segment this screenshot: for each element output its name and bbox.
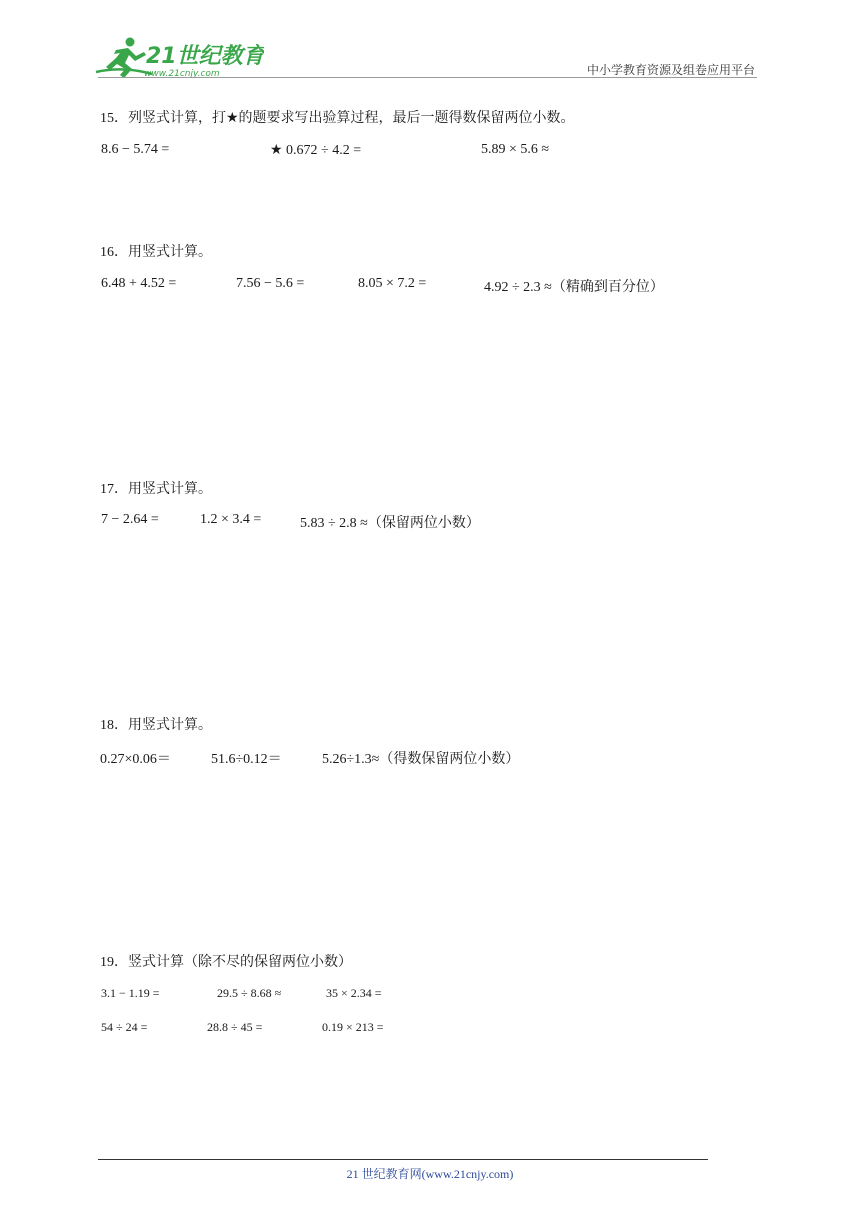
expression: 0.27×0.06＝ xyxy=(100,752,171,767)
expression: 54 ÷ 24 = xyxy=(101,1020,148,1034)
expression: 51.6÷0.12＝ xyxy=(211,752,282,767)
footer-divider xyxy=(98,1159,708,1160)
logo-url: www.21cnjy.com xyxy=(144,69,220,79)
footer-link[interactable]: 21 世纪教育网(www.21cnjy.com) xyxy=(346,1167,514,1181)
question-17-title xyxy=(100,478,212,498)
question-text: 列竖式计算，打★的题要求写出验算过程，最后一题得数保留两位小数。 xyxy=(128,110,575,126)
logo-text: 21世纪教育 xyxy=(146,44,264,69)
question-text: 用竖式计算。 xyxy=(128,244,212,260)
question-number: 17． xyxy=(100,482,128,497)
expression: 6.48 + 4.52 = xyxy=(101,276,177,291)
expression-starred: ★ 0.672 ÷ 4.2 = xyxy=(270,143,362,158)
question-text: 用竖式计算。 xyxy=(128,481,212,497)
expression: 7.56 − 5.6 = xyxy=(236,276,305,291)
expression: 28.8 ÷ 45 = xyxy=(207,1020,263,1034)
expression: 5.26÷1.3≈（得数保留两位小数） xyxy=(322,752,520,767)
expression: 5.89 × 5.6 ≈ xyxy=(481,142,550,157)
expression: 8.05 × 7.2 = xyxy=(358,276,427,291)
expression: 3.1 − 1.19 = xyxy=(101,986,160,1000)
question-number: 15． xyxy=(100,111,128,126)
runner-logo-icon xyxy=(94,36,264,80)
question-15-title xyxy=(100,107,575,127)
expression: 1.2 × 3.4 = xyxy=(200,512,262,527)
expression: 29.5 ÷ 8.68 ≈ xyxy=(217,986,282,1000)
question-18-title xyxy=(100,714,212,734)
expression: 35 × 2.34 = xyxy=(326,986,382,1000)
header-divider xyxy=(98,77,757,78)
expression: 0.19 × 213 = xyxy=(322,1020,384,1034)
header-platform-text: 中小学教育资源及组卷应用平台 xyxy=(586,63,755,77)
expression: 7 − 2.64 = xyxy=(101,512,159,527)
expression: 8.6 − 5.74 = xyxy=(101,142,170,157)
question-text: 用竖式计算。 xyxy=(128,717,212,733)
expression: 4.92 ÷ 2.3 ≈（精确到百分位） xyxy=(484,280,664,295)
expression: 5.83 ÷ 2.8 ≈（保留两位小数） xyxy=(300,516,480,531)
site-logo xyxy=(94,36,264,80)
question-number: 18． xyxy=(100,718,128,733)
question-19-title xyxy=(100,951,352,971)
question-number: 19． xyxy=(100,955,128,970)
question-16-title xyxy=(100,241,212,261)
question-number: 16． xyxy=(100,245,128,260)
question-text: 竖式计算（除不尽的保留两位小数） xyxy=(128,954,352,970)
